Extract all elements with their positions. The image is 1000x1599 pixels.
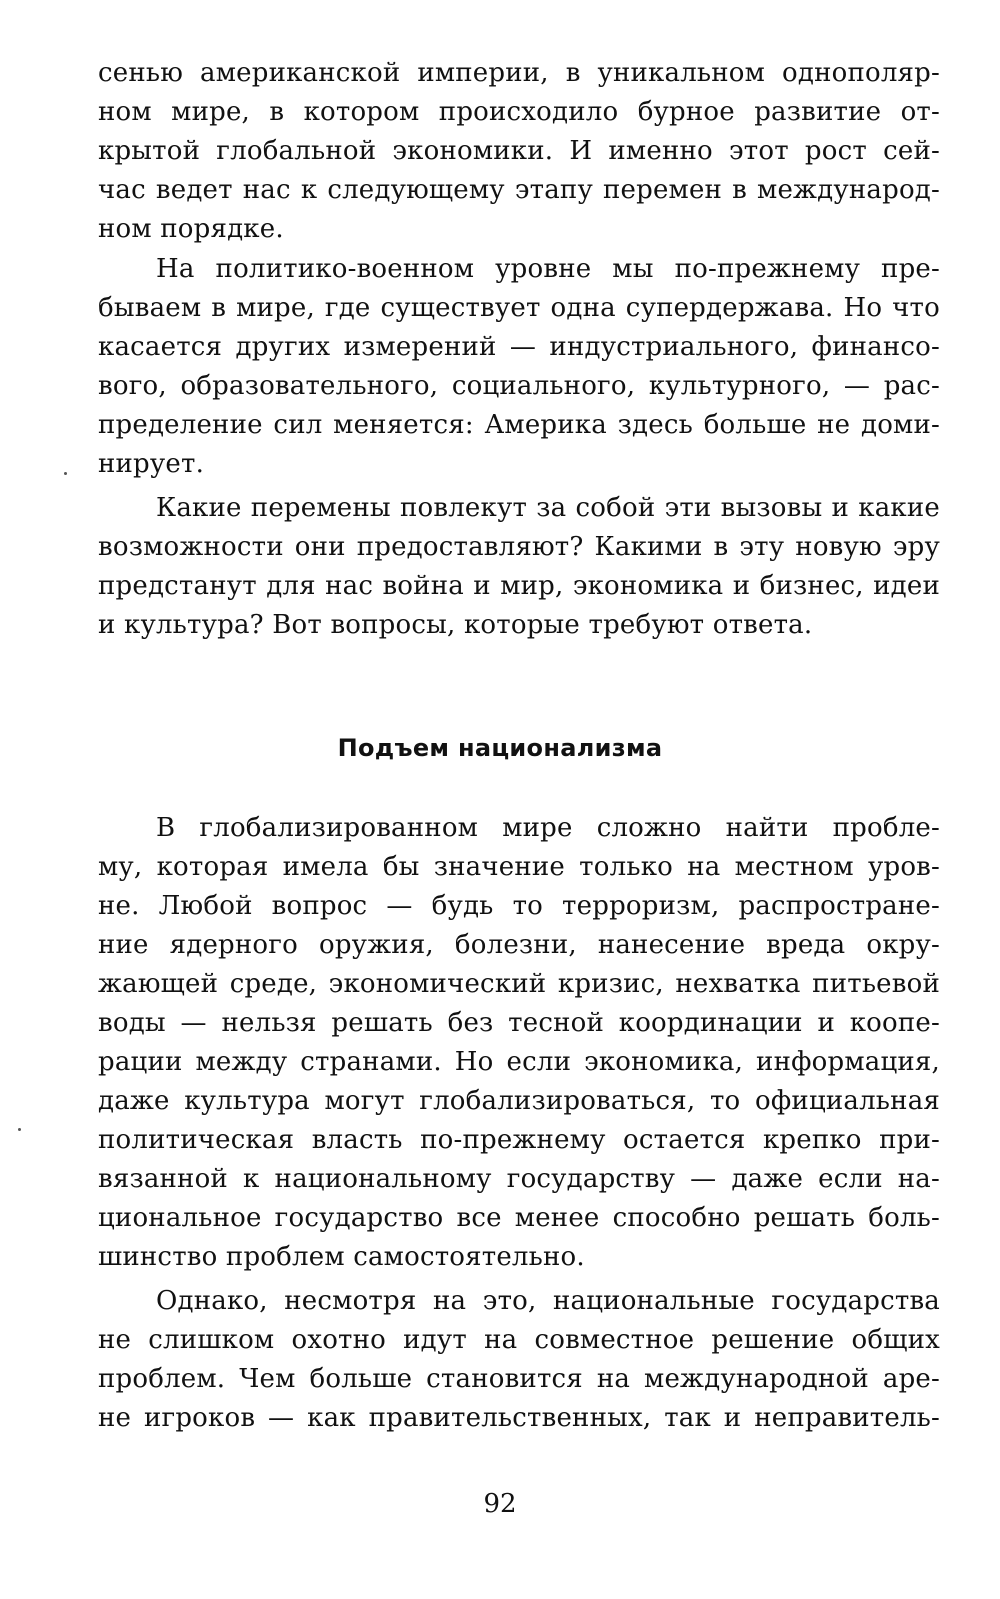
text-line: циональное государство все менее способно решать боль- bbox=[98, 1203, 940, 1233]
text-line: и культура? Вот вопросы, которые требуют ответа. bbox=[98, 610, 813, 640]
text-line: политическая власть по-прежнему остается крепко при- bbox=[98, 1125, 940, 1155]
page-number: 92 bbox=[483, 1489, 517, 1519]
text-line: рации между странами. Но если экономика, информация, bbox=[98, 1047, 940, 1077]
text-line: му, которая имела бы значение только на местном уров- bbox=[98, 852, 940, 882]
text-line: ние ядерного оружия, болезни, нанесение вреда окру- bbox=[98, 930, 940, 960]
text-line: не слишком охотно идут на совместное решение общих bbox=[98, 1325, 940, 1355]
text-line: не. Любой вопрос — будь то терроризм, распростране- bbox=[98, 891, 940, 921]
text-line: жающей среде, экономический кризис, нехватка питьевой bbox=[98, 969, 940, 999]
section-heading: Подъем национализма bbox=[337, 734, 663, 762]
text-line: предстанут для нас война и мир, экономика и бизнес, идеи bbox=[98, 571, 940, 601]
text-line: проблем. Чем больше становится на международной аре- bbox=[98, 1364, 940, 1394]
text-line: шинство проблем самостоятельно. bbox=[98, 1242, 585, 1272]
text-line: Однако, несмотря на это, национальные государства bbox=[156, 1286, 940, 1316]
scan-speck bbox=[64, 472, 67, 475]
text-line: Какие перемены повлекут за собой эти вызовы и какие bbox=[156, 493, 940, 523]
text-line: крытой глобальной экономики. И именно этот рост сей- bbox=[98, 136, 940, 166]
text-line: В глобализированном мире сложно найти пробле- bbox=[156, 813, 940, 843]
text-line: не игроков — как правительственных, так и неправитель- bbox=[98, 1403, 940, 1433]
text-line: ном мире, в котором происходило бурное развитие от- bbox=[98, 97, 940, 127]
text-line: воды — нельзя решать без тесной координации и коопе- bbox=[98, 1008, 940, 1038]
text-line: На политико-военном уровне мы по-прежнему пре- bbox=[156, 254, 940, 284]
scan-speck bbox=[18, 1128, 21, 1131]
text-line: ном порядке. bbox=[98, 214, 284, 244]
text-line: пределение сил меняется: Америка здесь больше не доми- bbox=[98, 410, 940, 440]
text-line: сенью американской империи, в уникальном однополяр- bbox=[98, 58, 940, 88]
text-line: вязанной к национальному государству — даже если на- bbox=[98, 1164, 940, 1194]
text-line: вого, образовательного, социального, культурного, — рас- bbox=[98, 371, 940, 401]
text-line: касается других измерений — индустриального, финансо- bbox=[98, 332, 940, 362]
text-line: возможности они предоставляют? Какими в эту новую эру bbox=[98, 532, 940, 562]
text-line: час ведет нас к следующему этапу перемен в международ- bbox=[98, 175, 940, 205]
text-line: бываем в мире, где существует одна супердержава. Но что bbox=[98, 293, 940, 323]
text-line: нирует. bbox=[98, 449, 205, 479]
text-line: даже культура могут глобализироваться, то официальная bbox=[98, 1086, 940, 1116]
